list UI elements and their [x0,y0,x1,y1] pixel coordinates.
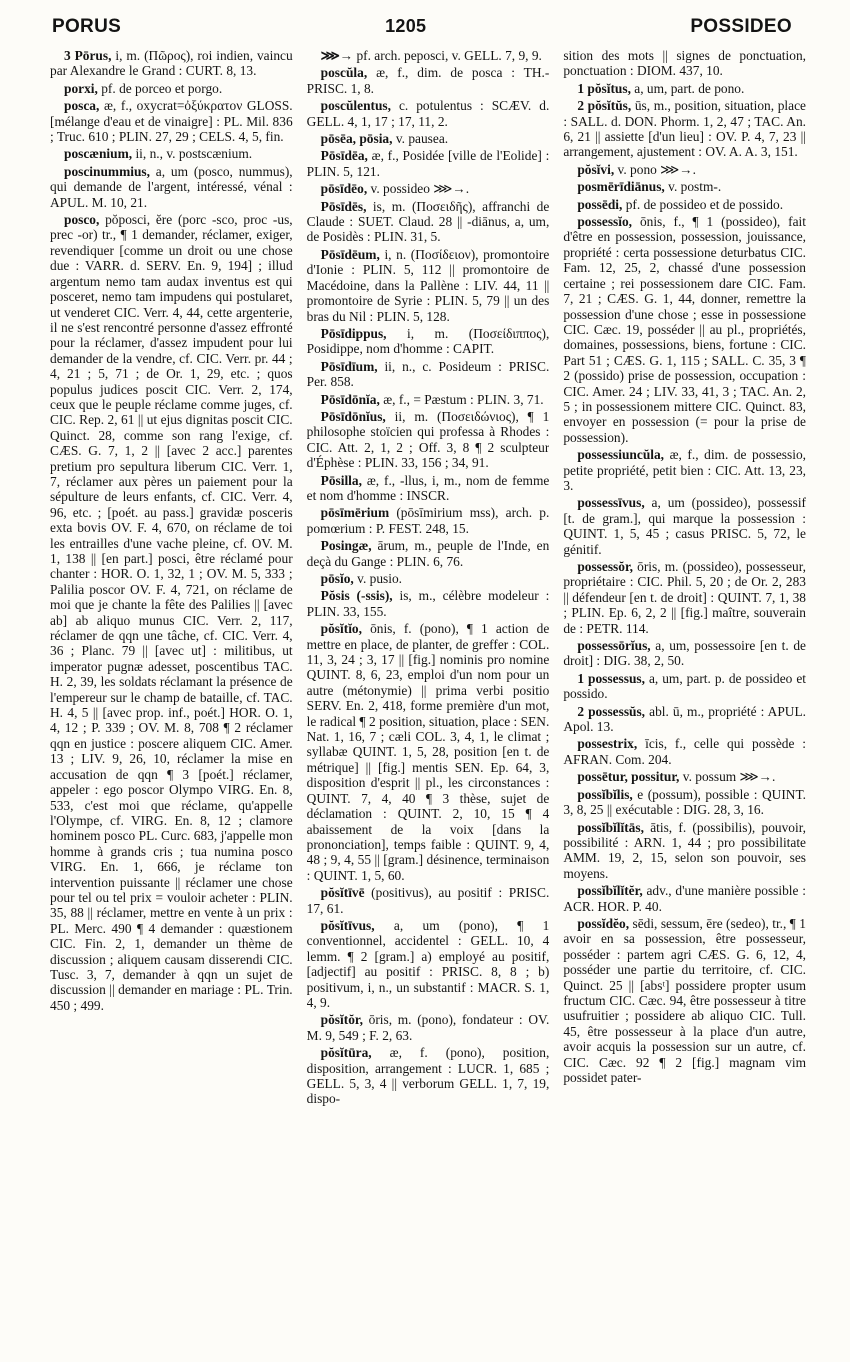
headword: 1 possessus, [577,670,645,686]
headword: poscŭlentus, [320,98,391,114]
dictionary-entry [50,81,293,96]
definition: æ, f. (pono), position, disposition, arrangement : LUCR. 1, 685 ; GELL. 5, 3, 4 || verborum GELL. 1, 7, 19, dispo- [306,1045,550,1107]
headword: 1 pŏsĭtus, [577,80,631,96]
definition: i, m. (Πῶρος), roi indien, vaincu par Alexandre le Grand : CURT. 8, 13. [50,48,293,79]
dictionary-entry [563,447,806,493]
column-1 [50,48,293,1352]
headword: Pōsīdōnĭus, [320,408,386,424]
headword: pōsīmērium [320,505,390,521]
definition: sēdi, sessum, ēre (sedeo), tr., ¶ 1 avoir en sa possession, être possesseur, posséder : partem agri CÆS. G. 6, 12, 4, posséder une partie du territoire, cf. CIC. Quinct. 25 || [absᵗ] possidere propter usum fructum CIC. Cæc. 94, être possesseur à titre usufruitier ; possidere ab aliquo CIC. Tull. 45, être possesseur à la place d'un autre, avoir acquis la possession sur un autre, cf. CIC. Cæc. 92 ¶ 2 [fig.] magnam vim possidet pater- [563,915,806,1085]
headword: possessĭo, [577,214,633,230]
definition: v. possideo ⋙→. [370,181,470,197]
definition: ōnis, f. (pono), ¶ 1 action de mettre en place, de planter, de greffer : COL. 11, 3, 24 ; 3, 17 || [fig.] nominis pro nomine QUINT. 8, 6, 23, emploi d'un nom pour un autre (métonymie) || prima verbi positio SERV. En. 2, 418, forme première d'un mot, le radical ¶ 2 position, situation, place : SEN. Nat. 1, 16, 7 ; cæli COL. 3, 4, 1, le climat ; syllabæ QUINT. 1, 5, 28, position [en t. de métrique] || [fig.] mentis SEN. Ep. 64, 3, disposition d'esprit || pl., les circonstances : QUINT. 7, 4, 40 ¶ 3 thèse, sujet de déclamation : QUINT. 2, 10, 15 ¶ 4 abaissement de la voix [dans la prononciation], temps faible : QUINT. 9, 4, 48 ; 9, 4, 55 || [gram.] désinence, terminaison : QUINT. 1, 5, 60. [306,621,550,883]
definition: v. pusio. [357,571,403,586]
dictionary-entry [50,146,293,161]
headword: posco, [64,212,100,228]
headword: pŏsĭvi, [577,161,615,177]
dictionary-entry [307,48,550,63]
definition: is, m., célèbre modeleur : PLIN. 33, 155. [306,588,550,619]
definition: ōris, m. (possideo), possesseur, propriétaire : CIC. Phil. 5, 20 ; de Or. 2, 283 || défendeur [en t. de droit] : QUINT. 7, 1, 38 ; PLIN. Ep. 6, 2, 2 || [fig.] maître, souverain de : PETR. 114. [563,559,806,636]
headword: pōsīdēo, [320,181,368,197]
headword: possĭbĭlĭtĕr, [577,883,643,899]
definition: pf. de porceo et porgo. [101,80,223,96]
headword: pōsĭo, [320,571,354,586]
headword: porxi, [64,80,98,96]
headword: possētur, possitur, [577,769,680,785]
headword: possēdi, [577,196,623,212]
headword: poscinummius, [64,163,150,179]
headword: 2 pŏsĭtŭs, [577,98,632,114]
definition: ii, n., c. Posideum : PRISC. Per. 858. [306,358,550,390]
headword: posca, [64,98,100,114]
column-2 [307,48,550,1352]
dictionary-entry [307,181,550,196]
definition: a, um, part. de pono. [634,80,745,96]
dictionary-entry [563,81,806,96]
definition: ii, n., v. postscænium. [135,146,253,162]
headword: Pōsīdēs, [320,198,367,214]
headword: Pōsīdippus, [320,325,387,341]
definition: a, um (possideo), possessif [t. de gram.], qui marque la possession : QUINT. 1, 5, 45 ; casus PRISC. 5, 72, le génitif. [563,495,806,557]
dictionary-entry [307,148,550,179]
dictionary-entry [307,131,550,146]
headword: Pōsīdīum, [320,358,378,374]
definition: v. pausea. [395,131,449,147]
dictionary-entry [563,704,806,735]
headword: 2 possessŭs, [577,703,646,719]
dictionary-entry [563,214,806,445]
definition: i, n. (Ποσίδειον), promontoire d'Ionie : PLIN. 5, 112 || promontoire de Macédoine, dans la Pallène : LIV. 44, 11 || promontoire de Syrie : PLIN. 5, 79 || un des bras du Nil : PLIN. 5, 128. [306,246,550,324]
definition: æ, f., Posidée [ville de l'Eolide] : PLIN. 5, 121. [306,148,550,179]
dictionary-entry [307,588,550,619]
dictionary-entry [307,98,550,129]
dictionary-entry [50,164,293,210]
dictionary-entry [307,538,550,569]
headword: pōsēa, pōsia, [320,131,393,147]
headword: pŏsĭtĭo, [320,621,362,637]
definition: æ, f., -llus, i, m., nom de femme et nom d'homme : INSCR. [306,472,550,503]
dictionary-entry [563,671,806,702]
dictionary-entry [307,199,550,245]
headword: possessōrĭus, [577,638,651,654]
definition: (pōsīmirium mss), arch. p. pomœrium : P. FEST. 248, 15. [306,505,550,536]
headword: possĭbĭlĭtās, [577,819,644,835]
dictionary-entry [563,769,806,784]
definition: a, um (posco, nummus), qui demande de l'argent, intéressé, vénal : APUL. M. 10, 21. [50,163,293,210]
definition: v. pono ⋙→. [617,161,696,177]
dictionary-entry [563,820,806,882]
headword: pŏsĭtīvē [320,885,365,901]
dictionary-entry [563,559,806,636]
definition: ii, m. (Ποσειδώνιος), ¶ 1 philosophe stoïcien qui professa à Rhodes : CIC. Att. 2, 1, 2 ; Off. 3, 8 ¶ 2 sculpteur d'Éphèse : PLIN. 33, 156 ; 34, 91. [306,408,550,471]
dictionary-entry [307,885,550,916]
dictionary-entry [307,1045,550,1107]
headword: possessiuncŭla, [577,447,665,463]
headword: pŏsĭtīvus, [320,917,375,933]
headword: Pōsīdēum, [320,246,380,262]
headword: 3 Pōrus, [64,48,112,63]
dictionary-entry [563,883,806,914]
definition: īcis, f., celle qui possède : AFRAN. Com. 204. [563,736,806,767]
definition: pŏposci, ĕre (porc -sco, proc -us, prec -or) tr., ¶ 1 demander, réclamer, exiger, revendiquer [comme un droit ou une chose due : VARR. d. SERV. En. 9, 194] ; illud argentum nemo tam audax inventus est qui posceret, nemo tam impudens qui postularet, ut venderet CIC. Verr. 4, 44, cette argenterie, il ne s'est rencontré personne d'assez effronté pour la réclamer, d'assez impudent pour lui demander de la vendre, cf. CIC. Verr. pr. 44 ; 4, 21 ; 5, 71 ; de Or. 1, 29, etc. ; quos populus judices poscit CIC. Verr. 2, 174, ceux que le peuple réclame comme juges, cf. CIC. Rep. 2, 61 || ut ejus dignitas poscit CIC. Quinct. 28, comme son rang l'exige, cf. CÆS. G. 7, 1, 2 || [avec 2 acc.] parentes pretium pro sepultura liberum CIC. Verr. 1, 7, réclamer aux pères un paiement pour la sépulture de leurs enfants, cf. CIC. Verr. 4, 96, etc. ; [poét. au pass.] gravidæ posceris exta bovis OV. F. 4, 670, on réclame de toi les entrailles d'une vache pleine, cf. OV. M. 1, 138 || [en part.] posci, être réclamé pour chanter : HOR. O. 1, 32, 1 ; OV. M. 5, 333 ; Palilia poscor OV. F. 4, 721, on réclame de moi que je chante la fête des Palilies || [avec ab] ab aliquo munus CIC. Verr. 2, 117, réclamer de qqn une tâche, cf. CIC. Verr. 4, 36 ; Planc. 79 || [avec ut] : militibus, ut imperator pugnæ adesset, poscentibus TAC. H. 2, 39, les soldats réclamant la présence de l'empereur sur le champ de bataille, cf. TAC. H. 4, 5 || [avec prop. inf., poét.] HOR. O. 1, 4, 12 ; P. 339 ; OV. M. 8, 708 ¶ 2 réclamer qqn en justice : poscere aliquem CIC. Amer. 13 ; LIV. 9, 26, 10, réclamer la mise en accusation de qqn ¶ 3 [poét.] réclamer, appeler : ego poscor Olympo VIRG. En. 8, 533, c'est moi que réclame, qu'appelle l'Olympe, cf. VIRG. En. 8, 12 ; clamore hominem posco PL. Curc. 683, j'appelle mon homme à grands cris ; tua numina posco VIRG. En. 1, 666, je réclame ton intervention puissante || réclamer une chose pour tel ou tel prix = vouloir acheter : PLIN. 35, 88 || réclamer, mettre en vente à un prix : PL. Merc. 490 ¶ 4 demander : quæstionem CIC. Fin. 2, 1, demander un thème de discussion ; aliquem causam disserendi CIC. Tusc. 3, 7, demander à qqn un sujet de discussion || demander en mariage : PL. Trin. 450 ; 499. [50,212,293,1013]
definition: i, m. (Ποσείδιππος), Posidippe, nom d'homme : CAPIT. [306,325,550,357]
dictionary-entry [307,505,550,536]
dictionary-entry [307,571,550,586]
definition: a, um (pono), ¶ 1 conventionnel, accidentel : GELL. 10, 4 lemm. ¶ 2 [gram.] a) employé au positif, [adjectif] au positif : PRISC. 8, 8 ; b) positivum, i, n., un substantif : MACR. S. 1, 4, 9. [306,917,550,1010]
dictionary-entry [563,495,806,557]
definition: c. potulentus : SCÆV. d. GELL. 4, 1, 17 ; 17, 11, 2. [306,98,550,129]
definition: v. postm-. [668,179,722,195]
headword: Pōsīdēa, [320,148,368,164]
header-right-guide-word: POSSIDEO [690,16,792,37]
dictionary-entry [563,48,806,79]
dictionary-entry [307,65,550,96]
dictionary-entry [563,916,806,1085]
definition: æ, f., oxycrat=ὀξύκρατον GLOSS. [mélange d'eau et de vinaigre] : PL. Mil. 836 ; Truc. 610 ; PLIN. 27, 29 ; CELS. 4, 5, fin. [50,98,293,145]
definition: (positivus), au positif : PRISC. 17, 61. [306,885,550,916]
definition: v. possum ⋙→. [682,769,776,785]
headword: pŏsĭtūra, [320,1045,372,1061]
definition: ōnis, f., ¶ 1 (possideo), fait d'être en possession, possession, jouissance, propriété : certa possessione deturbatus CIC. Fam. 12, 25, 2, chassé d'une possession certaine ; rei possessionem dare CIC. Fam. 7, 21 ; CÆS. G. 1, 44, donner, remettre la possession d'une chose ; esse in possessione CIC. Cæc. 19, posséder || au pl., propriétés, domaines, possessions, biens, fortune : CIC. Part 51 ; CÆS. G. 1, 115 ; SALL. C. 35, 3 ¶ 2 (possido) prise de possession, occupation : CIC. Amer. 24 ; LIV. 33, 41, 3 ; TAC. An. 2, 5 ; in possessionem mittere CIC. Quinct. 83, envoyer en possession (= pour la prise de possession). [563,214,806,445]
headword: possessŏr, [577,559,634,574]
dictionary-entry [307,621,550,883]
headword: posmērīdiānus, [577,179,665,195]
definition: sition des mots || signes de ponctuation, ponctuation : DIOM. 437, 10. [563,48,806,79]
dictionary-entry [307,359,550,390]
dictionary-entry [307,409,550,471]
header-left-guide-word: PORUS [52,16,122,37]
headword: possestrix, [577,736,638,752]
page-header [52,16,792,42]
definition: a, um, part. p. de possideo et possido. [563,670,806,702]
definition: adv., d'une manière possible : ACR. HOR. P. 40. [563,883,806,914]
headword: Pōsilla, [320,472,362,488]
dictionary-entry [307,1012,550,1043]
definition: abl. ū, m., propriété : APUL. Apol. 13. [563,703,806,735]
dictionary-entry [307,247,550,324]
dictionary-entry [50,212,293,1013]
dictionary-entry [563,179,806,194]
dictionary-entry [50,98,293,144]
dictionary-entry [563,736,806,767]
dictionary-entry [307,918,550,1010]
definition: pf. de possideo et de possido. [625,196,784,212]
definition: æ, f., dim. de posca : TH.-PRISC. 1, 8. [306,65,550,96]
definition: æ, f., = Pæstum : PLIN. 3, 71. [383,391,544,407]
dictionary-entry [307,473,550,504]
headword: poscænium, [64,146,133,162]
dictionary-entry [563,197,806,212]
definition: æ, f., dim. de possessio, petite propriété, petit bien : CIC. Att. 13, 23, 3. [563,447,806,493]
dictionary-entry [563,162,806,177]
definition: ūs, m., position, situation, place : SALL. d. DON. Phorm. 1, 2, 47 ; TAC. An. 6, 21 || assiette [d'un lieu] : OV. P. 4, 7, 23 || arrangement, ajustement : OV. A. A. 3, 151. [563,98,806,160]
headword: Posingæ, [320,538,372,554]
dictionary-entry [563,787,806,818]
columns [50,48,806,1352]
column-3 [563,48,806,1352]
headword: ⋙→ [320,48,354,63]
definition: e (possum), possible : QUINT. 3, 8, 25 || exécutable : DIG. 28, 3, 16. [563,786,806,818]
headword: pŏsĭtŏr, [320,1012,363,1028]
definition: ātis, f. (possibilis), pouvoir, possibilité : ARN. 1, 44 ; pro possibilitate AMM. 19, 2, 15, selon son pouvoir, ses moyens. [563,819,806,881]
definition: a, um, possessoire [en t. de droit] : DIG. 38, 2, 50. [563,638,806,669]
definition: is, m. (Ποσειδῆς), affranchi de Claude : SUET. Claud. 28 || -diānus, a, um, de Posidès : PLIN. 31, 5. [306,198,550,245]
definition: ārum, m., peuple de l'Inde, en deçà du Gange : PLIN. 6, 76. [306,538,550,569]
definition: pf. arch. peposci, v. GELL. 7, 9, 9. [356,48,542,63]
page-number: 1205 [385,16,427,36]
dictionary-entry [50,48,293,79]
headword: possĭbĭlis, [577,786,633,802]
dictionary-entry [563,638,806,669]
definition: ōris, m. (pono), fondateur : OV. M. 9, 549 ; F. 2, 63. [306,1012,550,1043]
dictionary-entry [307,326,550,357]
headword: possĭdĕo, [577,915,630,931]
headword: poscŭla, [320,65,368,81]
dictionary-entry [563,98,806,160]
headword: Pōsīdōnĭa, [320,391,380,407]
dictionary-entry [307,392,550,407]
headword: Pŏsis (-ssis), [320,588,393,604]
headword: possessīvus, [577,495,645,511]
